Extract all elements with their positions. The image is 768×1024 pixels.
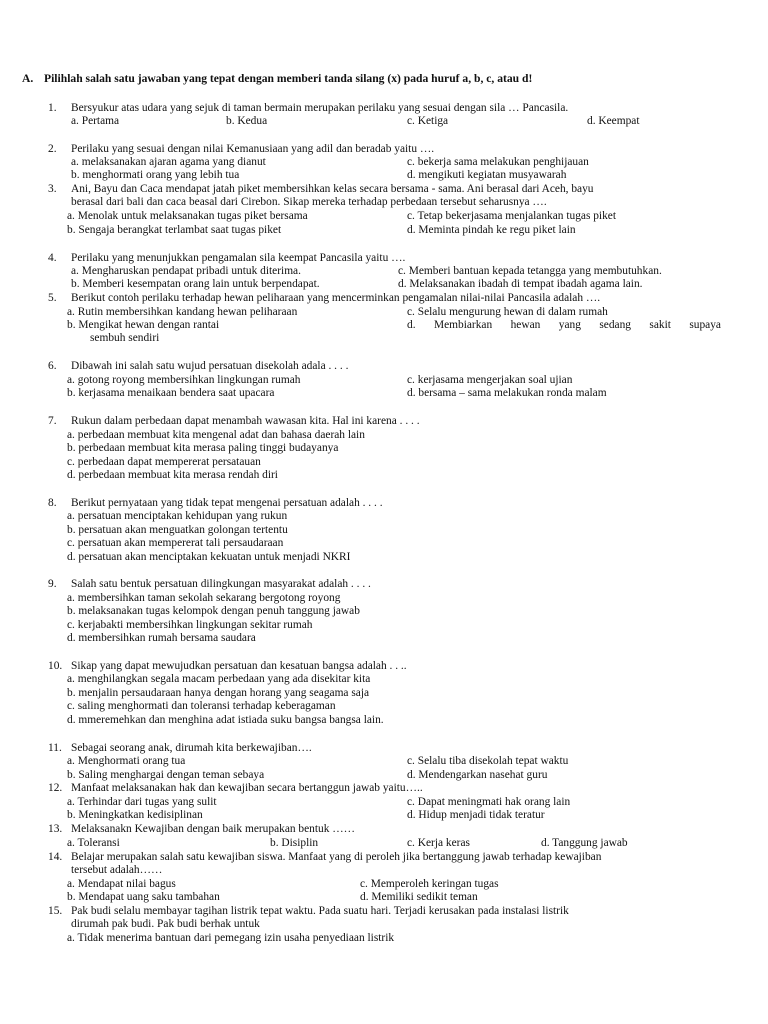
question-text: Berikut contoh perilaku terhadap hewan peliharaan yang mencerminkan pengamalan nilai-nilai Pancasila adalah …. [71, 292, 601, 304]
option-a: a. Tidak menerima bantuan dari pemegang izin usaha penyediaan listrik [67, 932, 395, 944]
option-b: b. Mengikat hewan dengan rantai [67, 319, 220, 331]
option-a: a. Rutin membersihkan kandang hewan peliharaan [67, 306, 298, 318]
option-d: d. mengikuti kegiatan musyawarah [407, 169, 567, 181]
option-a: a. melaksanakan ajaran agama yang dianut [71, 156, 266, 168]
option-d: d. Hidup menjadi tidak teratur [407, 809, 545, 821]
question-text: Salah satu bentuk persatuan dilingkungan masyarakat adalah . . . . [71, 578, 371, 590]
question-number: 9. [48, 578, 57, 590]
option-b: b. Meningkatkan kedisiplinan [67, 809, 203, 821]
option-c: c. Selalu mengurung hewan di dalam rumah [407, 306, 608, 318]
option-a: a. menghilangkan segala macam perbedaan yang ada disekitar kita [67, 673, 371, 685]
question-text: Pak budi selalu membayar tagihan listrik tepat waktu. Pada suatu hari. Terjadi kerusakan pada instalasi listrik [71, 905, 569, 917]
option-continuation: sembuh sendiri [90, 332, 160, 344]
question-text: Ani, Bayu dan Caca mendapat jatah piket membersihkan kelas secara bersama - sama. Ani berasal dari Aceh, bayu [71, 183, 594, 195]
option-a: a. Menolak untuk melaksanakan tugas piket bersama [67, 210, 308, 222]
option-b: b. melaksanakan tugas kelompok dengan penuh tanggung jawab [67, 605, 360, 617]
option-a: a. perbedaan membuat kita mengenal adat dan bahasa daerah lain [67, 429, 365, 441]
option-b: b. menghormati orang yang lebih tua [71, 169, 240, 181]
option-c: c. Ketiga [407, 115, 449, 127]
question-number: 8. [48, 497, 57, 509]
question-text: Sikap yang dapat mewujudkan persatuan dan kesatuan bangsa adalah . . .. [71, 660, 407, 672]
question-number: 3. [48, 183, 57, 195]
option-d: d. persatuan akan menciptakan kekuatan untuk menjadi NKRI [67, 551, 351, 563]
question-number: 10. [48, 660, 63, 672]
option-c: c. perbedaan dapat mempererat persatauan [67, 456, 261, 468]
option-d: d. bersama – sama melakukan ronda malam [407, 387, 607, 399]
option-c: c. Memberi bantuan kepada tetangga yang membutuhkan. [398, 265, 662, 277]
option-d: d. Memiliki sedikit teman [360, 891, 478, 903]
question-text: Perilaku yang menunjukkan pengamalan sila keempat Pancasila yaitu …. [71, 252, 406, 264]
question-text: Berikut pernyataan yang tidak tepat mengenai persatuan adalah . . . . [71, 497, 383, 509]
option-a: a. Menghormati orang tua [67, 755, 186, 767]
option-d: d. Meminta pindah ke regu piket lain [407, 224, 576, 236]
option-a: a. persatuan menciptakan kehidupan yang rukun [67, 510, 288, 522]
option-b: b. Mendapat uang saku tambahan [67, 891, 220, 903]
question-text: Belajar merupakan salah satu kewajiban siswa. Manfaat yang di peroleh jika bertanggung jawab terhadap kewajiban [71, 851, 602, 863]
option-d: d. membersihkan rumah bersama saudara [67, 632, 256, 644]
option-b: b. Saling menghargai dengan teman sebaya [67, 769, 265, 781]
option-d: d. perbedaan membuat kita merasa rendah diri [67, 469, 278, 481]
option-d: d. Keempat [587, 115, 640, 127]
option-d: d. mmeremehkan dan menghina adat istiada suku bangsa bangsa lain. [67, 714, 384, 726]
question-number: 5. [48, 292, 57, 304]
option-d: d. Mendengarkan nasehat guru [407, 769, 548, 781]
option-d: d. Membiarkan hewan yang sedang sakit supaya [407, 319, 721, 331]
question-text: Rukun dalam perbedaan dapat menambah wawasan kita. Hal ini karena . . . . [71, 415, 420, 427]
option-b: b. Disiplin [270, 837, 319, 849]
question-number: 12. [48, 782, 63, 794]
option-b: b. perbedaan membuat kita merasa paling tinggi budayanya [67, 442, 339, 454]
option-b: b. kerjasama menaikaan bendera saat upacara [67, 387, 275, 399]
option-c: c. bekerja sama melakukan penghijauan [407, 156, 589, 168]
option-a: a. Mendapat nilai bagus [67, 878, 176, 890]
section-instruction: Pilihlah salah satu jawaban yang tepat dengan memberi tanda silang (x) pada huruf a, b, c, atau d! [44, 72, 533, 85]
option-d: d. Tanggung jawab [541, 837, 628, 849]
option-a: a. membersihkan taman sekolah sekarang bergotong royong [67, 592, 341, 604]
option-b: b. Kedua [226, 115, 268, 127]
option-a: a. Toleransi [67, 837, 120, 849]
question-number: 15. [48, 905, 63, 917]
option-a: a. Terhindar dari tugas yang sulit [67, 796, 217, 808]
option-c: c. kerjabakti membersihkan lingkungan sekitar rumah [67, 619, 313, 631]
option-c: c. Dapat meningmati hak orang lain [407, 796, 571, 808]
question-number: 7. [48, 415, 57, 427]
option-b: b. Sengaja berangkat terlambat saat tugas piket [67, 224, 282, 236]
question-number: 1. [48, 102, 57, 114]
section-label: A. [22, 72, 34, 85]
option-d: d. Melaksanakan ibadah di tempat ibadah agama lain. [398, 278, 643, 290]
question-text: Sebagai seorang anak, dirumah kita berkewajiban…. [71, 742, 312, 754]
question-number: 2. [48, 143, 57, 155]
question-number: 4. [48, 252, 57, 264]
option-a: a. Mengharuskan pendapat pribadi untuk diterima. [71, 265, 301, 277]
question-text: Manfaat melaksanakan hak dan kewajiban secara bertanggun jawab yaitu….. [71, 782, 423, 794]
option-b: b. Memberi kesempatan orang lain untuk berpendapat. [71, 278, 320, 290]
question-text-continued: tersebut adalah…… [71, 864, 163, 876]
question-text-continued: dirumah pak budi. Pak budi berhak untuk [71, 918, 260, 930]
option-c: c. Memperoleh keringan tugas [360, 878, 499, 890]
option-b: b. menjalin persaudaraan hanya dengan horang yang seagama saja [67, 687, 370, 699]
option-a: a. Pertama [71, 115, 120, 127]
question-number: 13. [48, 823, 63, 835]
option-c: c. persatuan akan mempererat tali persaudaraan [67, 537, 284, 549]
question-number: 11. [48, 742, 62, 754]
question-text: Melaksanakn Kewajiban dengan baik merupakan bentuk …… [71, 823, 356, 835]
question-text-continued: berasal dari bali dan caca beasal dari Cirebon. Sikap mereka terhadap perbedaan tersebut seharusnya …. [71, 196, 547, 208]
question-text: Dibawah ini salah satu wujud persatuan disekolah adala . . . . [71, 360, 349, 372]
option-c: c. Kerja keras [407, 837, 470, 849]
question-text: Perilaku yang sesuai dengan nilai Kemanusiaan yang adil dan beradab yaitu …. [71, 143, 435, 155]
option-c: c. kerjasama mengerjakan soal ujian [407, 374, 573, 386]
option-b: b. persatuan akan menguatkan golongan tertentu [67, 524, 288, 536]
option-a: a. gotong royong membersihkan lingkungan rumah [67, 374, 301, 386]
option-c: c. Selalu tiba disekolah tepat waktu [407, 755, 569, 767]
option-c: c. Tetap bekerjasama menjalankan tugas piket [407, 210, 617, 222]
question-number: 14. [48, 851, 63, 863]
option-c: c. saling menghormati dan toleransi terhadap keberagaman [67, 700, 336, 712]
question-number: 6. [48, 360, 57, 372]
question-text: Bersyukur atas udara yang sejuk di taman bermain merupakan perilaku yang sesuai dengan sila … Pancasila. [71, 102, 569, 114]
